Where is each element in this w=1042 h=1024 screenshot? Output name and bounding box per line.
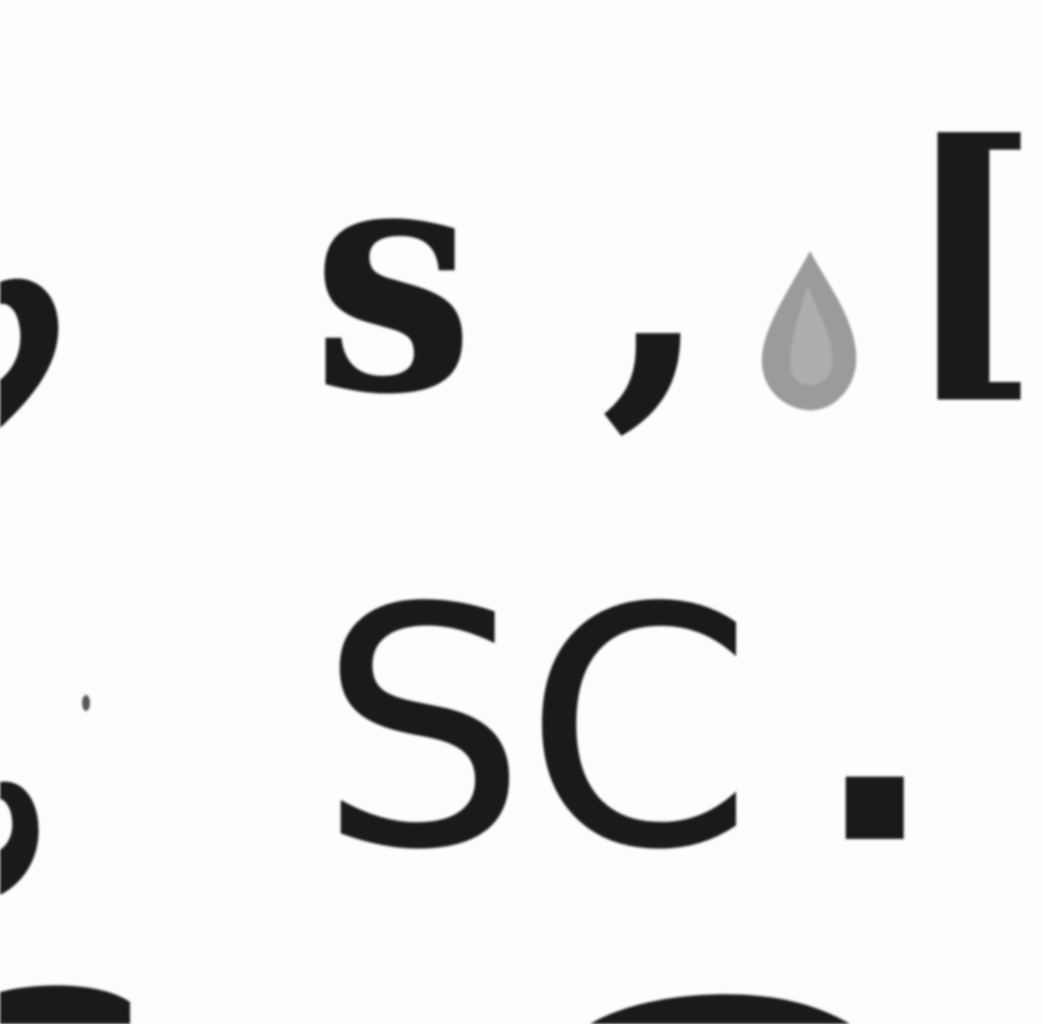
left-edge-fragment-top (0, 260, 70, 440)
letters-sc: SC (318, 538, 750, 922)
ink-smudge-mark (748, 245, 868, 420)
letter-s-top: s (312, 90, 475, 465)
left-edge-fragment-bottom (0, 770, 50, 900)
bottom-edge-fragment-left (0, 982, 140, 1024)
bottom-edge-fragment-right (590, 990, 850, 1024)
period-mark: . (812, 533, 938, 917)
comma-mark: , (600, 84, 712, 459)
bracket-mark: [ (900, 78, 1042, 431)
speck (78, 692, 94, 714)
